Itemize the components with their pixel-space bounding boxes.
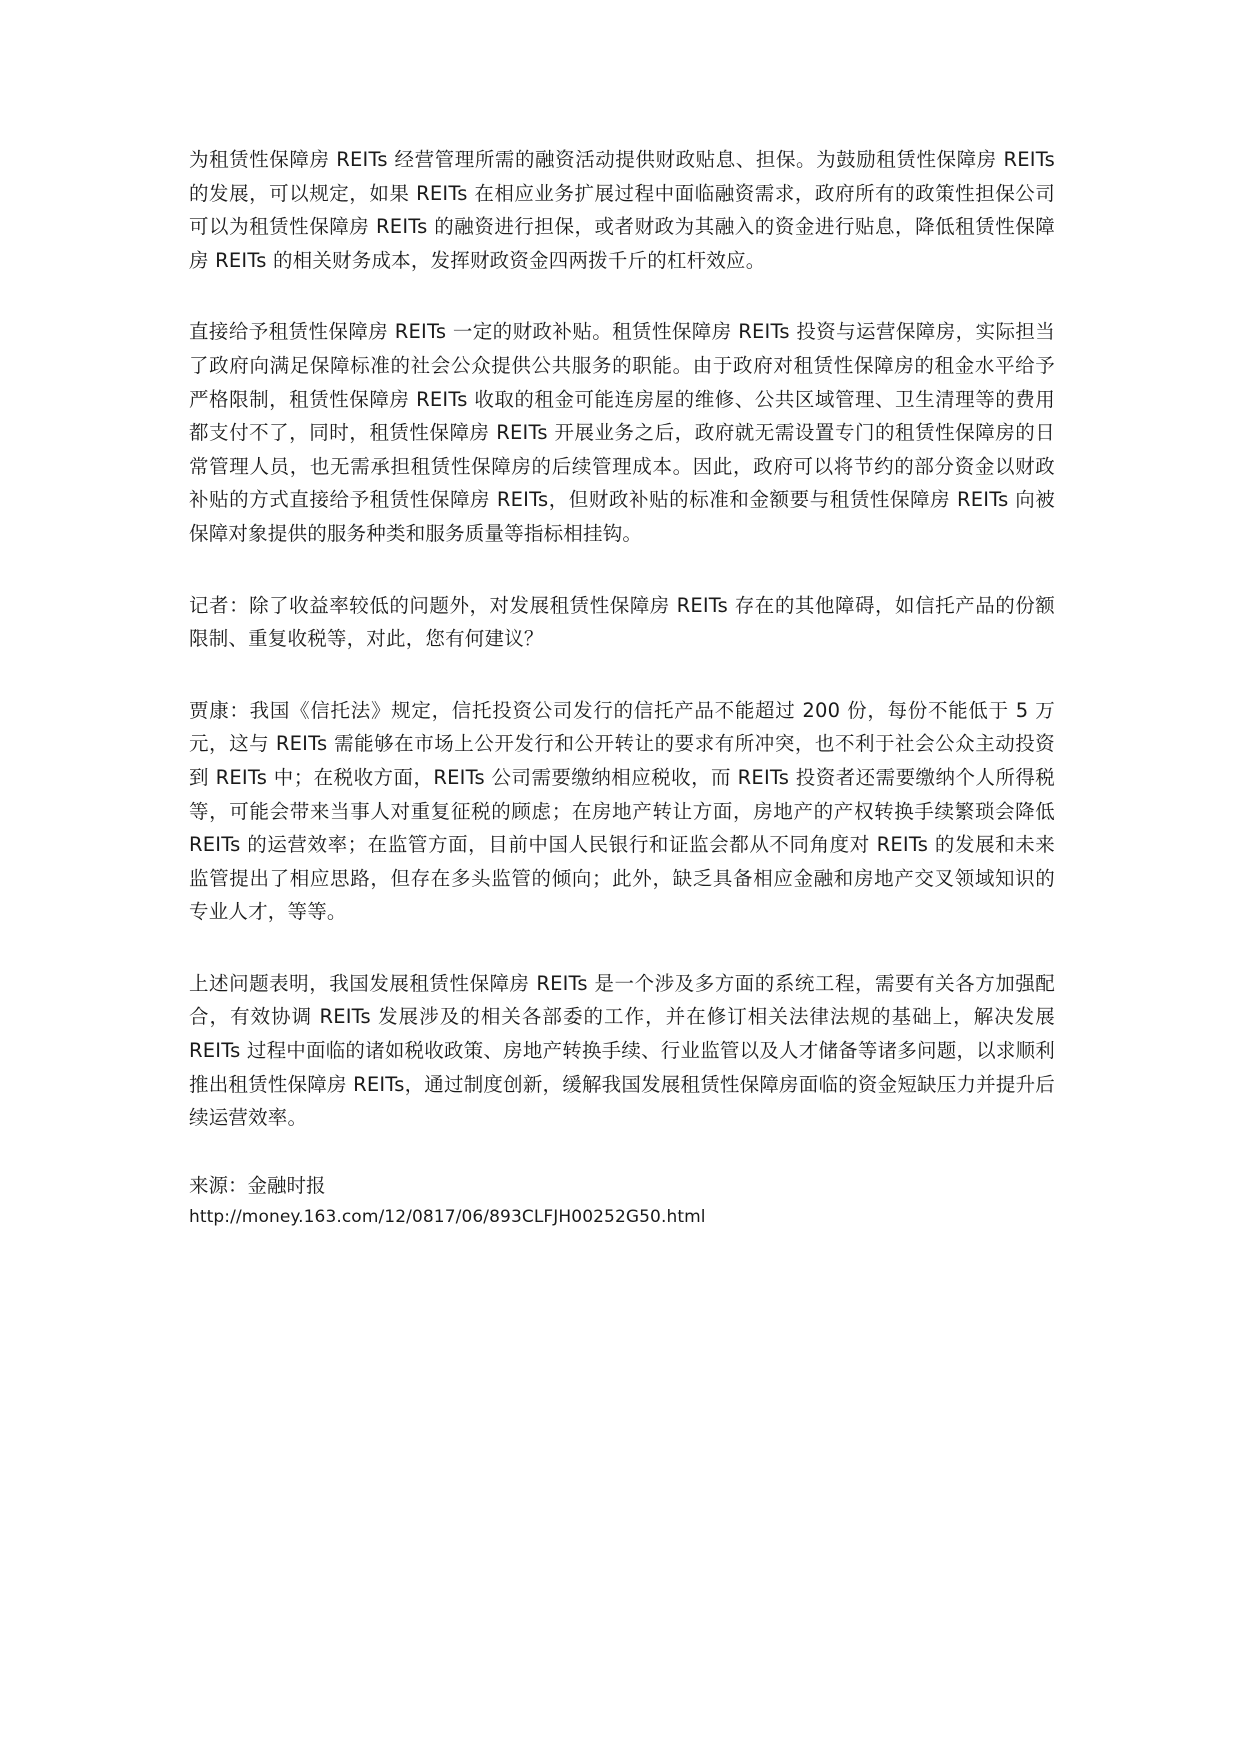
source-label: 来源：金融时报 [189, 1173, 326, 1197]
paragraph-financing-subsidy: 为租赁性保障房 REITs 经营管理所需的融资活动提供财政贴息、担保。为鼓励租赁性保障房 REITs 的发展，可以规定，如果 REITs 在相应业务扩展过程中面临融资需求，政府所有的政策性担保公司可以为租赁性保障房 REITs 的融资进行担保，或者财政为其融入的资金进行贴息，降低租赁性保障房 REITs 的相关财务成本，发挥财政资金四两拨千斤的杠杆效应。 [189, 148, 1055, 272]
source-url: http://money.163.com/12/0817/06/893CLFJH00252G50.html [189, 1207, 706, 1228]
paragraph-jia-kang-answer: 贾康：我国《信托法》规定，信托投资公司发行的信托产品不能超过 200 份，每份不能低于 5 万元，这与 REITs 需能够在市场上公开发行和公开转让的要求有所冲突，也不利于社会公众主动投资到 REITs 中；在税收方面，REITs 公司需要缴纳相应税收，而 REITs 投资者还需要缴纳个人所得税等，可能会带来当事人对重复征税的顾虑；在房地产转让方面，房地产的产权转换手续繁琐会降低 REITs 的运营效率；在监管方面，目前中国人民银行和证监会都从不同角度对 REITs 的发展和未来监管提出了相应思路，但存在多头监管的倾向；此外，缺乏具备相应金融和房地产交叉领域知识的专业人才，等等。 [189, 698, 1055, 924]
paragraph-reporter-question: 记者：除了收益率较低的问题外，对发展租赁性保障房 REITs 存在的其他障碍，如信托产品的份额限制、重复收税等，对此，您有何建议？ [189, 593, 1055, 651]
paragraph-conclusion: 上述问题表明，我国发展租赁性保障房 REITs 是一个涉及多方面的系统工程，需要有关各方加强配合，有效协调 REITs 发展涉及的相关各部委的工作，并在修订相关法律法规的基础上，解决发展 REITs 过程中面临的诸如税收政策、房地产转换手续、行业监管以及人才储备等诸多问题，以求顺利推出租赁性保障房 REITs，通过制度创新，缓解我国发展租赁性保障房面临的资金短缺压力并提升后续运营效率。 [189, 971, 1055, 1130]
document-page [189, 143, 1055, 1232]
paragraph-fiscal-subsidy: 直接给予租赁性保障房 REITs 一定的财政补贴。租赁性保障房 REITs 投资与运营保障房，实际担当了政府向满足保障标准的社会公众提供公共服务的职能。由于政府对租赁性保障房的租金水平给予严格限制，租赁性保障房 REITs 收取的租金可能连房屋的维修、公共区域管理、卫生清理等的费用都支付不了，同时，租赁性保障房 REITs 开展业务之后，政府就无需设置专门的租赁性保障房的日常管理人员，也无需承担租赁性保障房的后续管理成本。因此，政府可以将节约的部分资金以财政补贴的方式直接给予租赁性保障房 REITs，但财政补贴的标准和金额要与租赁性保障房 REITs 向被保障对象提供的服务种类和服务质量等指标相挂钩。 [189, 320, 1055, 545]
